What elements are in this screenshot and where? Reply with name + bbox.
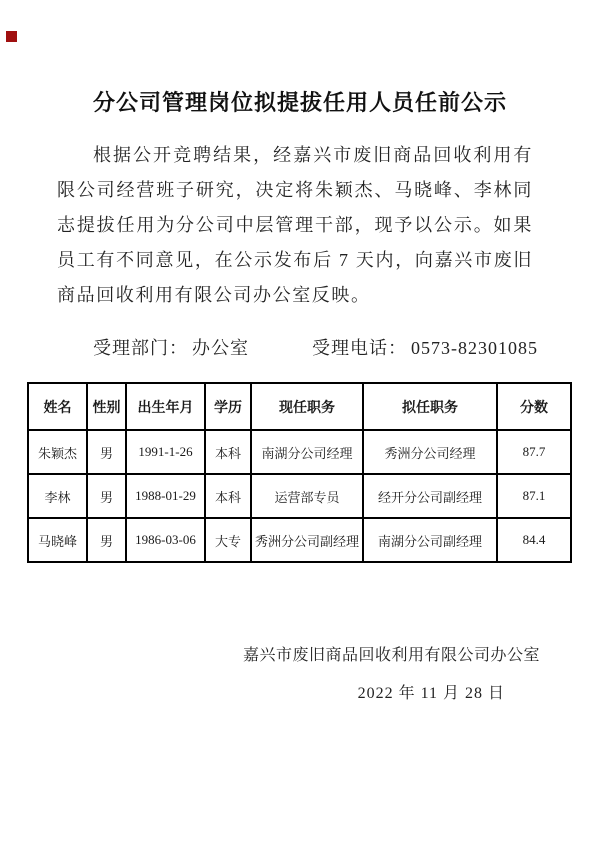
table-row bbox=[28, 430, 571, 474]
cell-gender: 男 bbox=[87, 474, 126, 518]
announcement-paragraph: 根据公开竞聘结果，经嘉兴市废旧商品回收利用有限公司经营班子研究，决定将朱颖杰、马晓峰、李林同志提拔任用为分公司中层管理干部，现予以公示。如果员工有不同意见，在公示发布后 7 天内，向嘉兴市废旧商品回收利用有限公司办公室反映。 bbox=[57, 145, 533, 305]
col-header-education: 学历 bbox=[205, 383, 251, 430]
accepting-department-label: 受理部门： bbox=[93, 338, 188, 358]
accepting-department bbox=[93, 334, 249, 360]
cell-current-position: 秀洲分公司副经理 bbox=[251, 518, 363, 562]
cell-gender: 男 bbox=[87, 518, 126, 562]
page-title: 分公司管理岗位拟提拔任用人员任前公示 bbox=[92, 90, 507, 115]
signature-organization: 嘉兴市废旧商品回收利用有限公司办公室 bbox=[242, 647, 540, 664]
accepting-phone bbox=[312, 334, 538, 360]
signature-date: 2022 年 11 月 28 日 bbox=[357, 685, 505, 702]
col-header-current-position: 现任职务 bbox=[251, 383, 363, 430]
cell-name: 朱颖杰 bbox=[28, 430, 87, 474]
cell-name: 李林 bbox=[28, 474, 87, 518]
cell-score: 87.1 bbox=[497, 474, 571, 518]
table-row bbox=[28, 518, 571, 562]
personnel-table bbox=[27, 382, 572, 563]
cell-proposed-position: 南湖分公司副经理 bbox=[363, 518, 497, 562]
cell-score: 87.7 bbox=[497, 430, 571, 474]
accepting-department-value: 办公室 bbox=[192, 338, 249, 358]
contact-row bbox=[0, 334, 600, 358]
col-header-score: 分数 bbox=[497, 383, 571, 430]
table-row bbox=[28, 474, 571, 518]
table-header-row bbox=[28, 383, 571, 430]
col-header-name: 姓名 bbox=[28, 383, 87, 430]
cell-proposed-position: 秀洲分公司经理 bbox=[363, 430, 497, 474]
cell-gender: 男 bbox=[87, 430, 126, 474]
col-header-proposed-position: 拟任职务 bbox=[363, 383, 497, 430]
accepting-phone-value: 0573-82301085 bbox=[411, 338, 538, 358]
col-header-gender: 性别 bbox=[87, 383, 126, 430]
cell-score: 84.4 bbox=[497, 518, 571, 562]
cell-education: 本科 bbox=[205, 474, 251, 518]
cell-education: 大专 bbox=[205, 518, 251, 562]
red-square-marker bbox=[6, 31, 17, 42]
cell-current-position: 运营部专员 bbox=[251, 474, 363, 518]
cell-current-position: 南湖分公司经理 bbox=[251, 430, 363, 474]
cell-birthdate: 1988-01-29 bbox=[126, 474, 205, 518]
accepting-phone-label: 受理电话： bbox=[312, 338, 407, 358]
col-header-birthdate: 出生年月 bbox=[126, 383, 205, 430]
cell-birthdate: 1986-03-06 bbox=[126, 518, 205, 562]
cell-education: 本科 bbox=[205, 430, 251, 474]
cell-name: 马晓峰 bbox=[28, 518, 87, 562]
cell-birthdate: 1991-1-26 bbox=[126, 430, 205, 474]
cell-proposed-position: 经开分公司副经理 bbox=[363, 474, 497, 518]
